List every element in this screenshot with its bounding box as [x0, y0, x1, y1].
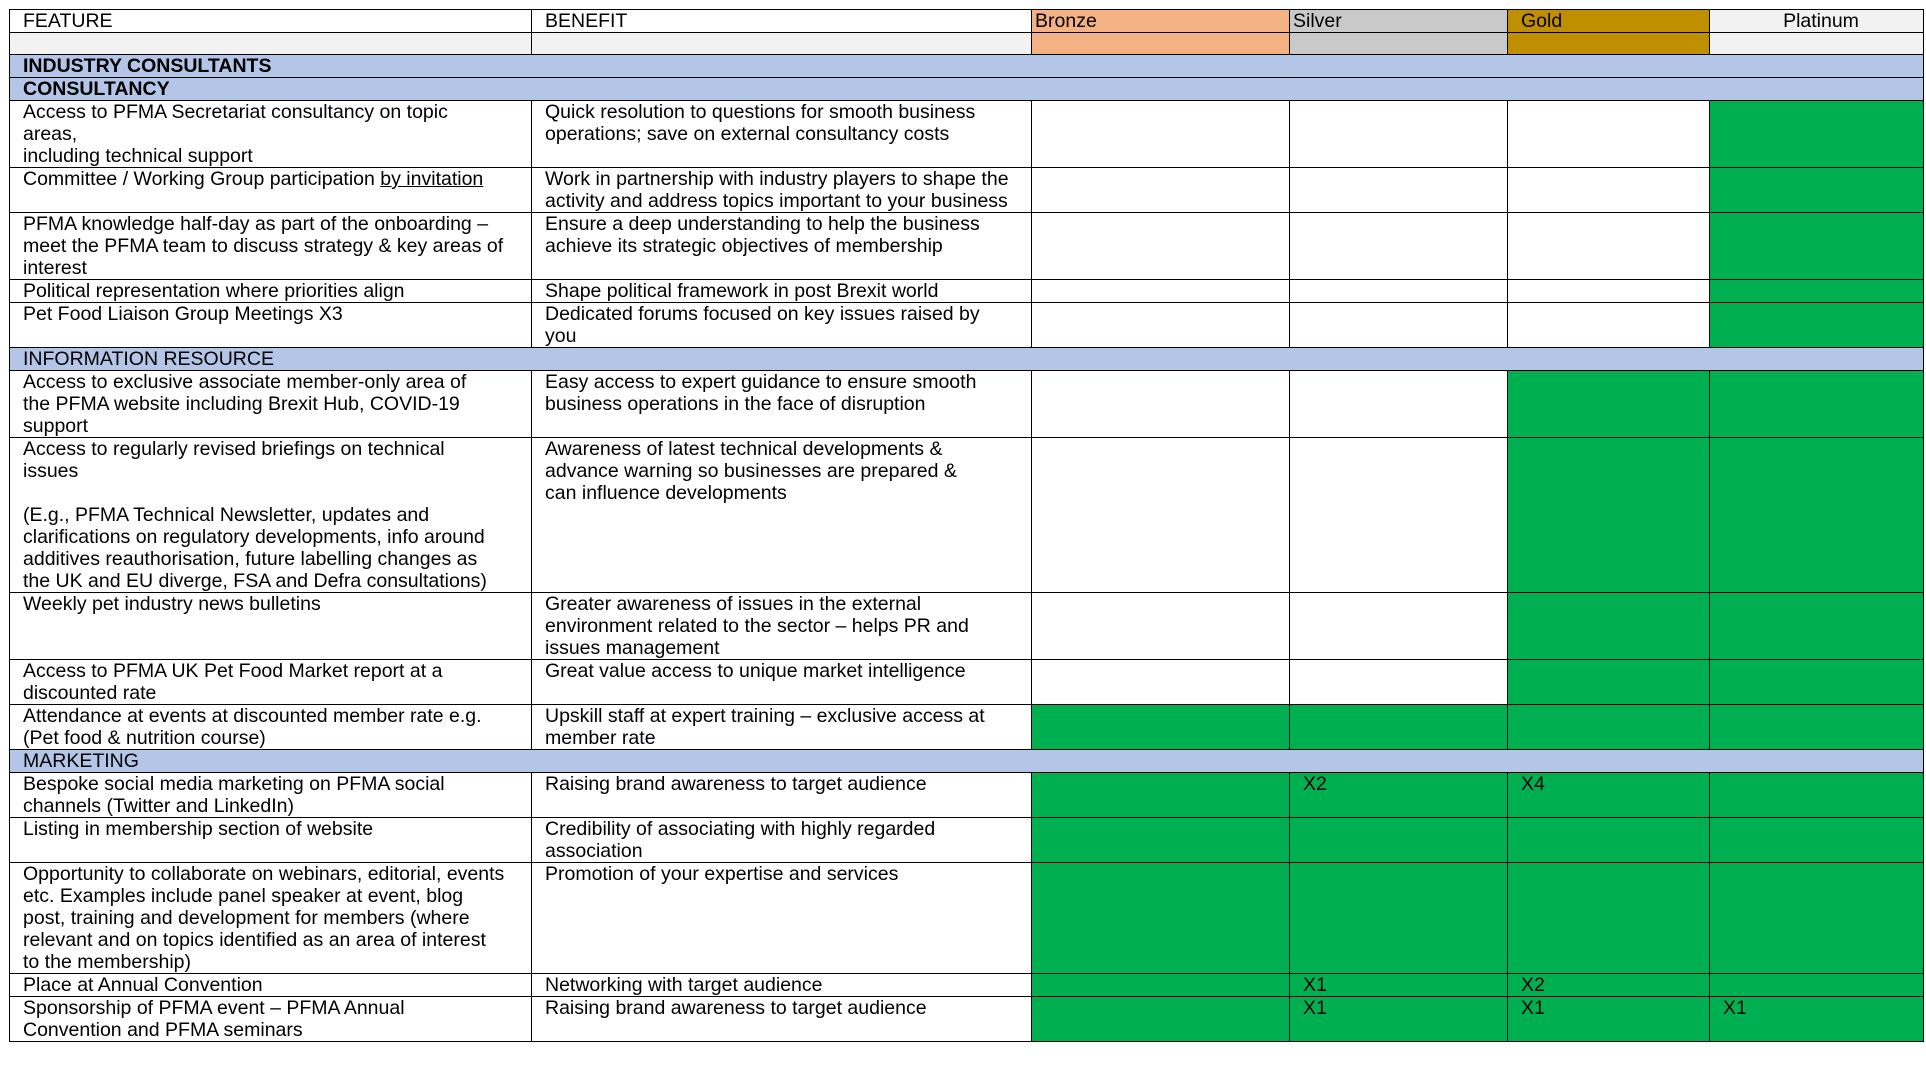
platinum-tier-cell: [1710, 280, 1924, 303]
benefit-cell: Easy access to expert guidance to ensure smooth business operations in the face of disruption: [532, 371, 1032, 438]
silver-tier-cell: [1290, 705, 1508, 750]
gold-tier-cell: [1508, 863, 1710, 974]
feature-cell: Attendance at events at discounted member rate e.g. (Pet food & nutrition course): [10, 705, 532, 750]
section-header-row: [10, 750, 1924, 773]
silver-tier-cell: [1290, 213, 1508, 280]
bronze-tier-cell: [1032, 101, 1290, 168]
platinum-tier-cell: [1710, 303, 1924, 348]
gold-tier-cell: [1508, 438, 1710, 593]
benefit-cell: Raising brand awareness to target audience: [532, 997, 1032, 1042]
bronze-tier-cell: [1032, 974, 1290, 997]
feature-cell: Access to exclusive associate member-only area of the PFMA website including Brexit Hub, COVID-19 support: [10, 371, 532, 438]
gold-tier-cell: [1508, 168, 1710, 213]
benefit-cell: Awareness of latest technical developments & advance warning so businesses are prepared & can influence developments: [532, 438, 1032, 593]
platinum-column-header: Platinum: [1710, 10, 1924, 33]
bronze-tier-cell: [1032, 168, 1290, 213]
gold-tier-cell: [1508, 101, 1710, 168]
feature-cell: Access to PFMA UK Pet Food Market report at a discounted rate: [10, 660, 532, 705]
feature-cell: Political representation where priorities align: [10, 280, 532, 303]
benefit-cell: Work in partnership with industry players to shape the activity and address topics important to your business: [532, 168, 1032, 213]
bronze-tier-cell: [1032, 213, 1290, 280]
benefit-cell: Dedicated forums focused on key issues raised by you: [532, 303, 1032, 348]
benefit-cell: Great value access to unique market intelligence: [532, 660, 1032, 705]
feature-cell: Access to regularly revised briefings on technical issues (E.g., PFMA Technical Newsletter, updates and clarifications on regulatory developments, info around additives reauthorisation, future labelling changes as the UK and EU diverge, FSA and Defra consultations): [10, 438, 532, 593]
silver-tier-cell: [1290, 818, 1508, 863]
bronze-tier-cell: [1032, 660, 1290, 705]
gold-tier-cell: [1508, 660, 1710, 705]
section-header-row: [10, 348, 1924, 371]
silver-tier-cell: [1290, 280, 1508, 303]
bronze-tier-cell: [1032, 705, 1290, 750]
benefit-column-header: BENEFIT: [532, 10, 1032, 33]
table-row: [10, 593, 1924, 660]
table-row: [10, 705, 1924, 750]
feature-cell: Pet Food Liaison Group Meetings X3: [10, 303, 532, 348]
platinum-tier-cell: [1710, 213, 1924, 280]
benefit-cell: Ensure a deep understanding to help the business achieve its strategic objectives of membership: [532, 213, 1032, 280]
bronze-tier-cell: [1032, 818, 1290, 863]
silver-column-header: Silver: [1290, 10, 1508, 33]
platinum-tier-cell: [1710, 974, 1924, 997]
platinum-tier-cell: [1710, 773, 1924, 818]
benefit-cell: Greater awareness of issues in the external environment related to the sector – helps PR and issues management: [532, 593, 1032, 660]
title-row: [10, 55, 1924, 78]
platinum-tier-cell: [1710, 818, 1924, 863]
benefit-cell: Raising brand awareness to target audience: [532, 773, 1032, 818]
bronze-tier-cell: [1032, 773, 1290, 818]
gold-tier-cell: [1508, 303, 1710, 348]
gold-tier-cell: [1508, 213, 1710, 280]
gold-spacer-cell: [1508, 33, 1710, 55]
feature-cell: Sponsorship of PFMA event – PFMA Annual Convention and PFMA seminars: [10, 997, 532, 1042]
table-row: [10, 303, 1924, 348]
benefit-cell: Networking with target audience: [532, 974, 1032, 997]
table-row: [10, 818, 1924, 863]
silver-tier-cell: [1290, 438, 1508, 593]
benefit-spacer-cell: [532, 33, 1032, 55]
section-title-marketing: MARKETING: [10, 750, 1924, 773]
feature-cell: Opportunity to collaborate on webinars, editorial, events etc. Examples include panel speaker at event, blog post, training and development for members (where relevant and on topics identified as an area of interest to the membership): [10, 863, 532, 974]
silver-tier-cell: [1290, 593, 1508, 660]
table-row: [10, 974, 1924, 997]
bronze-tier-cell: [1032, 303, 1290, 348]
bronze-tier-cell: [1032, 438, 1290, 593]
table-row: [10, 997, 1924, 1042]
gold-tier-cell: [1508, 593, 1710, 660]
table-row: [10, 773, 1924, 818]
table-row: [10, 280, 1924, 303]
header-row: [10, 10, 1924, 33]
platinum-tier-cell: [1710, 168, 1924, 213]
feature-cell: PFMA knowledge half-day as part of the onboarding – meet the PFMA team to discuss strategy & key areas of interest: [10, 213, 532, 280]
feature-cell: Weekly pet industry news bulletins: [10, 593, 532, 660]
silver-tier-cell: [1290, 101, 1508, 168]
bronze-spacer-cell: [1032, 33, 1290, 55]
gold-tier-cell: X4: [1508, 773, 1710, 818]
section-header-row: [10, 78, 1924, 101]
platinum-tier-cell: [1710, 438, 1924, 593]
table-title: INDUSTRY CONSULTANTS: [10, 55, 1924, 78]
table-row: [10, 213, 1924, 280]
silver-tier-cell: [1290, 660, 1508, 705]
gold-tier-cell: [1508, 705, 1710, 750]
feature-column-header: FEATURE: [10, 10, 532, 33]
benefit-cell: Promotion of your expertise and services: [532, 863, 1032, 974]
platinum-tier-cell: [1710, 593, 1924, 660]
bronze-tier-cell: [1032, 863, 1290, 974]
platinum-tier-cell: [1710, 101, 1924, 168]
table-row: [10, 660, 1924, 705]
section-title-information-resource: INFORMATION RESOURCE: [10, 348, 1924, 371]
membership-benefits-table: [9, 9, 1924, 1042]
platinum-tier-cell: [1710, 863, 1924, 974]
silver-spacer-cell: [1290, 33, 1508, 55]
benefit-cell: Quick resolution to questions for smooth business operations; save on external consultancy costs: [532, 101, 1032, 168]
platinum-tier-cell: [1710, 660, 1924, 705]
silver-tier-cell: X1: [1290, 974, 1508, 997]
feature-cell: Listing in membership section of website: [10, 818, 532, 863]
bronze-tier-cell: [1032, 371, 1290, 438]
silver-tier-cell: X2: [1290, 773, 1508, 818]
platinum-spacer-cell: [1710, 33, 1924, 55]
gold-tier-cell: X2: [1508, 974, 1710, 997]
platinum-tier-cell: X1: [1710, 997, 1924, 1042]
bronze-column-header: Bronze: [1032, 10, 1290, 33]
benefit-cell: Shape political framework in post Brexit world: [532, 280, 1032, 303]
silver-tier-cell: [1290, 371, 1508, 438]
silver-tier-cell: [1290, 168, 1508, 213]
feature-cell: [10, 168, 532, 213]
table-row: [10, 863, 1924, 974]
table-row: [10, 438, 1924, 593]
table-row: [10, 101, 1924, 168]
feature-cell: Access to PFMA Secretariat consultancy on topic areas, including technical support: [10, 101, 532, 168]
bronze-tier-cell: [1032, 593, 1290, 660]
benefit-cell: Credibility of associating with highly regarded association: [532, 818, 1032, 863]
silver-tier-cell: X1: [1290, 997, 1508, 1042]
platinum-tier-cell: [1710, 371, 1924, 438]
gold-column-header: Gold: [1508, 10, 1710, 33]
gold-tier-cell: [1508, 818, 1710, 863]
feature-text: Committee / Working Group participation: [23, 168, 381, 190]
table-row: [10, 371, 1924, 438]
gold-tier-cell: [1508, 371, 1710, 438]
by-invitation-text: by invitation: [380, 168, 484, 190]
gold-tier-cell: [1508, 280, 1710, 303]
feature-spacer-cell: [10, 33, 532, 55]
header-spacer-row: [10, 33, 1924, 55]
section-title-consultancy: CONSULTANCY: [10, 78, 1924, 101]
platinum-tier-cell: [1710, 705, 1924, 750]
table-row: [10, 168, 1924, 213]
gold-tier-cell: X1: [1508, 997, 1710, 1042]
silver-tier-cell: [1290, 303, 1508, 348]
feature-cell: Place at Annual Convention: [10, 974, 532, 997]
bronze-tier-cell: [1032, 997, 1290, 1042]
benefit-cell: Upskill staff at expert training – exclusive access at member rate: [532, 705, 1032, 750]
silver-tier-cell: [1290, 863, 1508, 974]
feature-cell: Bespoke social media marketing on PFMA social channels (Twitter and LinkedIn): [10, 773, 532, 818]
bronze-tier-cell: [1032, 280, 1290, 303]
